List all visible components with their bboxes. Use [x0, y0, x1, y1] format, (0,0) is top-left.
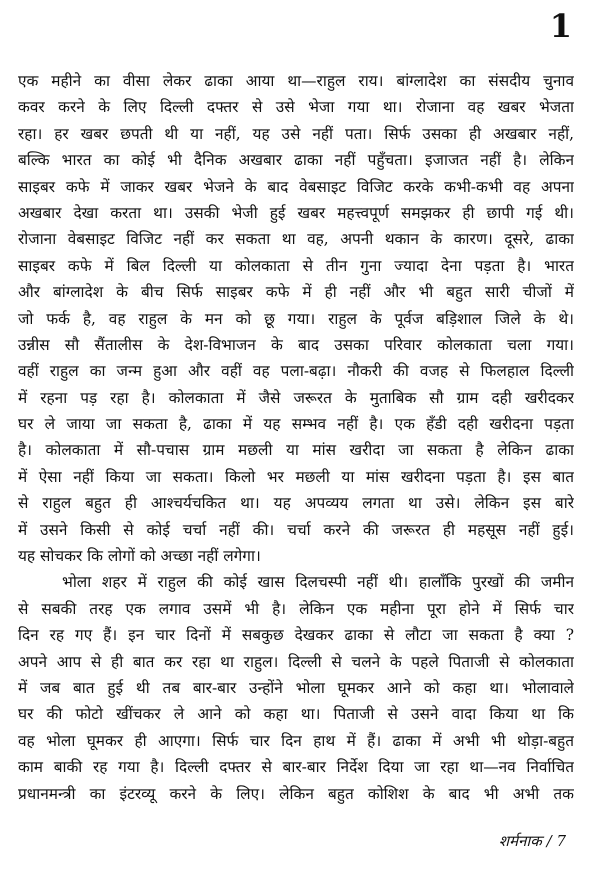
- text-line: से राहुल बहुत ही आश्चर्यचकित था। यह अपव्यय लगता था उसे। लेकिन इस बारे: [18, 494, 574, 513]
- text-line: घर ले जाया जा सकता है, ढाका में यह सम्भव नहीं है। एक हँडी दही खरीदना पड़ता: [18, 415, 574, 434]
- text-line: काम बाकी रह गया है। दिल्ली दफ्तर से बार-बार निर्देश दिया जा रहा था—नव निर्वाचित: [18, 758, 574, 777]
- text-line: एक महीने का वीसा लेकर ढाका आया था—राहुल राय। बांग्लादेश का संसदीय चुनाव: [18, 72, 574, 90]
- text-line: वह भोला घूमकर ही आएगा। सिर्फ चार दिन हाथ में हैं। ढाका में अभी भी थोड़ा-बहुत: [18, 731, 574, 750]
- text-line: में रहना पड़ रहा है। कोलकाता में जैसे जरूरत के मुताबिक सौ ग्राम दही खरीदकर: [18, 388, 574, 407]
- text-line: वहीं राहुल का जन्म हुआ और वहीं वह पला-बढ़ा। नौकरी की वजह से फिलहाल दिल्ली: [18, 362, 574, 381]
- text-line: अपने आप से ही बात कर रहा था राहुल। दिल्ली से चलने के पहले पिताजी से कोलकाता: [18, 652, 574, 671]
- running-title: शर्मनाक: [498, 832, 542, 850]
- text-line: और बांग्लादेश के बीच सिर्फ साइबर कफे में ही नहीं और भी बहुत सारी चीजों में: [18, 283, 574, 302]
- text-line: अखबार देखा करता था। उसकी भेजी हुई खबर महत्त्वपूर्ण समझकर ही छापी गई थी।: [18, 203, 574, 222]
- text-line: साइबर कफे में बिल दिल्ली या कोलकाता से तीन गुना ज्यादा देना पड़ता है। भारत: [18, 256, 574, 275]
- text-line: बल्कि भारत का कोई भी दैनिक अखबार ढाका नहीं पहुँचता। इजाजत नहीं है। लेकिन: [18, 151, 574, 170]
- text-line: में जब बात हुई थी तब बार-बार उन्होंने भोला घूमकर आने को कहा था। भोलावाले: [18, 678, 574, 697]
- paragraph-1: [18, 68, 574, 569]
- text-line: घर की फोटो खींचकर ले आने को कहा था। पिताजी से उसने वादा किया था कि: [18, 705, 574, 724]
- page-footer: [499, 831, 566, 851]
- text-line: कवर करने के लिए दिल्ली दफ्तर से उसे भेजा गया था। रोजाना वह खबर भेजता: [18, 98, 574, 117]
- paragraph-2: [18, 569, 574, 807]
- chapter-number: 1: [549, 7, 572, 45]
- page-number: 7: [556, 832, 566, 850]
- text-line: रोजाना वेबसाइट विजिट नहीं कर सकता था वह, अपनी थकान के कारण। दूसरे, ढाका: [18, 230, 574, 249]
- body-text: [18, 68, 574, 807]
- text-line: यह सोचकर कि लोगों को अच्छा नहीं लगेगा।: [18, 547, 261, 566]
- text-line: में उसने किसी से कोई चर्चा नहीं की। चर्चा करने की जरूरत ही महसूस नहीं हुई।: [18, 520, 574, 539]
- text-line: भोला शहर में राहुल की कोई खास दिलचस्पी नहीं थी। हालाँकि पुरखों की जमीन: [62, 573, 574, 592]
- text-line: है। कोलकाता में सौ-पचास ग्राम मछली या मांस खरीदा जा सकता है लेकिन ढाका: [18, 441, 574, 460]
- text-line: में ऐसा नहीं किया जा सकता। किलो भर मछली या मांस खरीदना पड़ता है। इस बात: [18, 467, 574, 486]
- text-line: से सबकी तरह एक लगाव उसमें भी है। लेकिन एक महीना पूरा होने में सिर्फ चार: [18, 599, 574, 618]
- text-line: साइबर कफे में जाकर खबर भेजने के बाद वेबसाइट विजिट करके कभी-कभी वह अपना: [18, 177, 574, 196]
- footer-separator: /: [546, 832, 552, 850]
- text-line: रहा। हर खबर छपती थी या नहीं, यह उसे नहीं पता। सिर्फ उसका ही अखबार नहीं,: [18, 124, 574, 143]
- text-line: जो फर्क है, वह राहुल के मन को छू गया। राहुल के पूर्वज बड़िशाल जिले के थे।: [18, 309, 574, 328]
- text-line: दिन रह गए हैं। इन चार दिनों में सबकुछ देखकर ढाका से लौटा जा सकता है क्या ?: [18, 626, 574, 645]
- text-line: उन्नीस सौ सैंतालीस के देश-विभाजन के बाद उसका परिवार कोलकाता चला गया।: [18, 335, 574, 354]
- text-line: प्रधानमन्त्री का इंटरव्यू करने के लिए। लेकिन बहुत कोशिश के बाद भी अभी तक: [18, 784, 574, 803]
